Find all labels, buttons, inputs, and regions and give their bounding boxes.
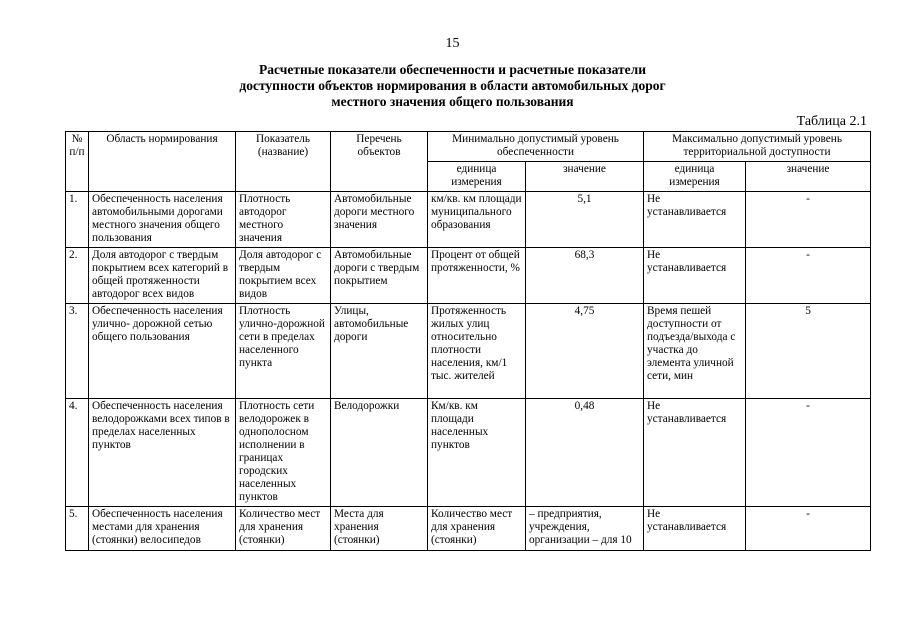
cell-num: 3. <box>66 304 89 399</box>
cell-max-unit: Не устанавливается <box>644 399 746 507</box>
table-row <box>66 248 871 304</box>
title-line: доступности объектов нормирования в области автомобильных дорог <box>239 78 666 93</box>
cell-max-value: 5 <box>746 304 871 399</box>
table-caption: Таблица 2.1 <box>796 114 867 129</box>
cell-area: Обеспеченность населения автомобильными дорогами местного значения общего пользования <box>89 192 236 248</box>
subheader-min-value: значение <box>526 162 644 192</box>
table-row <box>66 192 871 248</box>
cell-num: 4. <box>66 399 89 507</box>
subheader-min-unit: единица измерения <box>428 162 526 192</box>
header-min-level: Минимально допустимый уровень обеспеченности <box>428 132 644 162</box>
cell-indicator: Доля автодорог с твердым покрытием всех видов <box>236 248 331 304</box>
cell-area: Обеспеченность населения улично- дорожной сетью общего пользования <box>89 304 236 399</box>
cell-num: 5. <box>66 507 89 551</box>
cell-min-unit: Протяженность жилых улиц относительно плотности населения, км/1 тыс. жителей <box>428 304 526 399</box>
table-row <box>66 399 871 507</box>
cell-min-unit: Процент от общей протяженности, % <box>428 248 526 304</box>
table-row <box>66 507 871 551</box>
cell-indicator: Плотность сети велодорожек в однополосном исполнении в границах городских населенных пунктов <box>236 399 331 507</box>
cell-num: 2. <box>66 248 89 304</box>
header-num: № п/п <box>66 132 89 192</box>
cell-indicator: Плотность автодорог местного значения <box>236 192 331 248</box>
cell-area: Обеспеченность населения велодорожками всех типов в пределах населенных пунктов <box>89 399 236 507</box>
cell-num: 1. <box>66 192 89 248</box>
cell-max-value: - <box>746 192 871 248</box>
cell-min-value: 68,3 <box>526 248 644 304</box>
header-max-level: Максимально допустимый уровень территориальной доступности <box>644 132 871 162</box>
subheader-max-value: значение <box>746 162 871 192</box>
table-row <box>66 304 871 399</box>
title-line: местного значения общего пользования <box>331 94 574 109</box>
header-area: Область нормирования <box>89 132 236 192</box>
norms-table <box>65 131 871 551</box>
cell-min-unit: км/кв. км площади муниципального образования <box>428 192 526 248</box>
cell-max-unit: Время пешей доступности от подъезда/выхода с участка до элемента уличной сети, мин <box>644 304 746 399</box>
cell-max-value: - <box>746 507 871 551</box>
cell-max-unit: Не устанавливается <box>644 192 746 248</box>
header-row <box>66 132 871 162</box>
cell-area: Обеспеченность населения местами для хранения (стоянки) велосипедов <box>89 507 236 551</box>
cell-max-unit: Не устанавливается <box>644 248 746 304</box>
cell-min-value: 5,1 <box>526 192 644 248</box>
cell-objects: Места для хранения (стоянки) <box>331 507 428 551</box>
cell-min-unit: Км/кв. км площади населенных пунктов <box>428 399 526 507</box>
cell-area: Доля автодорог с твердым покрытием всех категорий в общей протяженности автодорог всех видов <box>89 248 236 304</box>
cell-objects: Велодорожки <box>331 399 428 507</box>
header-objects: Перечень объектов <box>331 132 428 192</box>
cell-indicator: Количество мест для хранения (стоянки) <box>236 507 331 551</box>
cell-min-value: 4,75 <box>526 304 644 399</box>
cell-indicator: Плотность улично-дорожной сети в пределах населенного пункта <box>236 304 331 399</box>
cell-objects: Автомобильные дороги с твердым покрытием <box>331 248 428 304</box>
cell-objects: Автомобильные дороги местного значения <box>331 192 428 248</box>
cell-max-unit: Не устанавливается <box>644 507 746 551</box>
page-number: 15 <box>445 36 460 51</box>
cell-min-value: 0,48 <box>526 399 644 507</box>
document-title <box>0 62 905 110</box>
subheader-max-unit: единица измерения <box>644 162 746 192</box>
cell-min-value: – предприятия, учреждения, организации – для 10 <box>526 507 644 551</box>
cell-max-value: - <box>746 399 871 507</box>
cell-objects: Улицы, автомобильные дороги <box>331 304 428 399</box>
title-line: Расчетные показатели обеспеченности и расчетные показатели <box>259 62 646 77</box>
header-indicator: Показатель (название) <box>236 132 331 192</box>
cell-min-unit: Количество мест для хранения (стоянки) <box>428 507 526 551</box>
cell-max-value: - <box>746 248 871 304</box>
